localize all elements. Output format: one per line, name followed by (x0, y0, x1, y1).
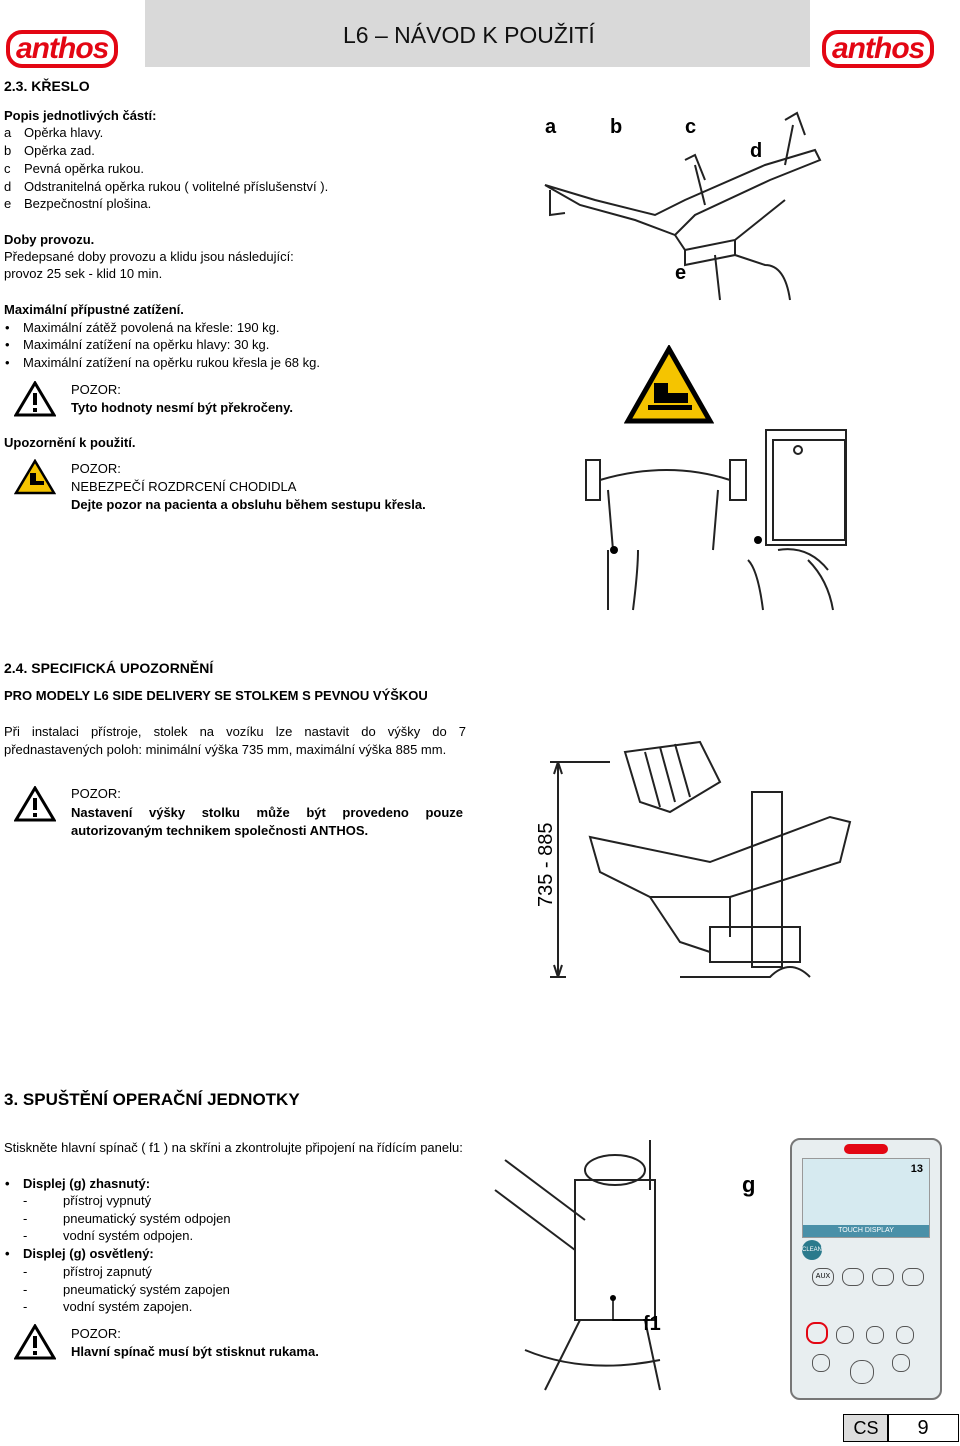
list-item: - přístroj zapnutý (23, 1264, 152, 1279)
unit-body-illustration (485, 1140, 670, 1400)
page-title: L6 – NÁVOD K POUŽITÍ (343, 22, 595, 48)
usage-title: Upozornění k použití. (4, 435, 136, 450)
power-button[interactable] (806, 1322, 828, 1344)
part-item-b: b Opěrka zad. (4, 143, 95, 158)
parts-title: Popis jednotlivých částí: (4, 108, 157, 123)
warning-triangle-icon (14, 1324, 56, 1360)
display-on-title: • Displej (g) osvětlený: (23, 1246, 154, 1261)
function-button[interactable] (896, 1326, 914, 1344)
display-screen (802, 1158, 930, 1238)
anthos-logo-left: anthos (6, 30, 118, 68)
language-label: CS (843, 1414, 889, 1442)
section-heading-2-3: 2.3. KŘESLO (4, 78, 90, 94)
function-button[interactable] (872, 1268, 894, 1286)
load-item: • Maximální zátěž povolená na křesle: 190 kg. (23, 320, 280, 335)
brand-badge (844, 1144, 888, 1154)
clean-button[interactable]: CLEAN (802, 1240, 822, 1260)
label-c: c (685, 116, 697, 138)
load-item: • Maximální zatížení na opěrku rukou křesla je 68 kg. (23, 355, 320, 370)
dimension-label: 735 - 885 (535, 822, 557, 907)
list-item: - vodní systém zapojen. (23, 1299, 193, 1314)
function-button[interactable] (866, 1326, 884, 1344)
warning-title: POZOR: (71, 382, 121, 397)
page-number: 9 (887, 1414, 959, 1442)
label-b: b (610, 116, 623, 138)
label-e: e (675, 262, 687, 284)
display-caption: TOUCH DISPLAY (803, 1225, 929, 1237)
warning-text: Hlavní spínač musí být stisknut rukama. (71, 1344, 319, 1359)
function-button[interactable] (850, 1360, 874, 1384)
crush-hazard-sign-icon (624, 345, 714, 425)
warning-title: POZOR: (71, 461, 121, 476)
warning-title: POZOR: (71, 786, 121, 801)
warning-triangle-icon (14, 381, 56, 417)
part-item-e: e Bezpečnostní plošina. (4, 196, 152, 211)
display-value: 13 (910, 1163, 923, 1175)
label-d: d (750, 140, 763, 162)
duty-title: Doby provozu. (4, 232, 95, 247)
list-item: - přístroj vypnutý (23, 1193, 152, 1208)
crush-hazard-icon (14, 459, 56, 495)
warning-triangle-icon (14, 786, 56, 822)
load-title: Maximální přípustné zatížení. (4, 302, 184, 317)
label-a: a (545, 116, 557, 138)
part-item-c: c Pevná opěrka rukou. (4, 161, 144, 176)
chair-illustration (535, 105, 825, 305)
function-button[interactable] (842, 1268, 864, 1286)
label-f1: f1 (643, 1313, 661, 1335)
list-item: - vodní systém odpojen. (23, 1228, 194, 1243)
section-heading-2-4: 2.4. SPECIFICKÁ UPOZORNĚNÍ (4, 660, 214, 676)
section-subheading: PRO MODELY L6 SIDE DELIVERY SE STOLKEM S PEVNOU VÝŠKOU (4, 688, 428, 703)
warning-text: Dejte pozor na pacienta a obsluhu během sestupu křesla. (71, 497, 426, 512)
function-button[interactable] (892, 1354, 910, 1372)
list-item: - pneumatický systém odpojen (23, 1211, 231, 1226)
display-off-title: • Displej (g) zhasnutý: (23, 1176, 150, 1191)
function-button[interactable] (836, 1326, 854, 1344)
touch-display-panel (790, 1138, 942, 1400)
table-height-illustration (530, 722, 870, 992)
label-g: g (742, 1172, 756, 1197)
warning-text: Tyto hodnoty nesmí být překročeny. (71, 400, 293, 415)
aux-button[interactable]: AUX (812, 1268, 834, 1286)
section-heading-3: 3. SPUŠTĚNÍ OPERAČNÍ JEDNOTKY (4, 1090, 300, 1109)
section-intro: Stiskněte hlavní spínač ( f1 ) na skříni a zkontrolujte připojení na řídícím panelu: (4, 1140, 463, 1155)
part-item-d: d Odstranitelná opěrka rukou ( volitelné příslušenství ). (4, 179, 329, 194)
anthos-logo-right: anthos (822, 30, 934, 68)
list-item: - pneumatický systém zapojen (23, 1282, 230, 1297)
duty-text: Předepsané doby provozu a klidu jsou následující: (4, 249, 294, 264)
section-paragraph: Při instalaci přístroje, stolek na vozíku lze nastavit do výšky do 7 přednastavených poloh: minimální výška 735 mm, maximální výška 885 mm. (4, 724, 466, 757)
warning-text: Nastavení výšky stolku může být provedeno pouze autorizovaným technikem společnosti ANTHOS. (71, 805, 463, 838)
warning-title: POZOR: (71, 1326, 121, 1341)
chair-front-illustration (578, 420, 858, 615)
function-button[interactable] (902, 1268, 924, 1286)
part-item-a: a Opěrka hlavy. (4, 125, 104, 140)
load-item: • Maximální zatížení na opěrku hlavy: 30 kg. (23, 337, 269, 352)
warning-line: NEBEZPEČÍ ROZDRCENÍ CHODIDLA (71, 479, 297, 494)
duty-value: provoz 25 sek - klid 10 min. (4, 266, 163, 281)
function-button[interactable] (812, 1354, 830, 1372)
